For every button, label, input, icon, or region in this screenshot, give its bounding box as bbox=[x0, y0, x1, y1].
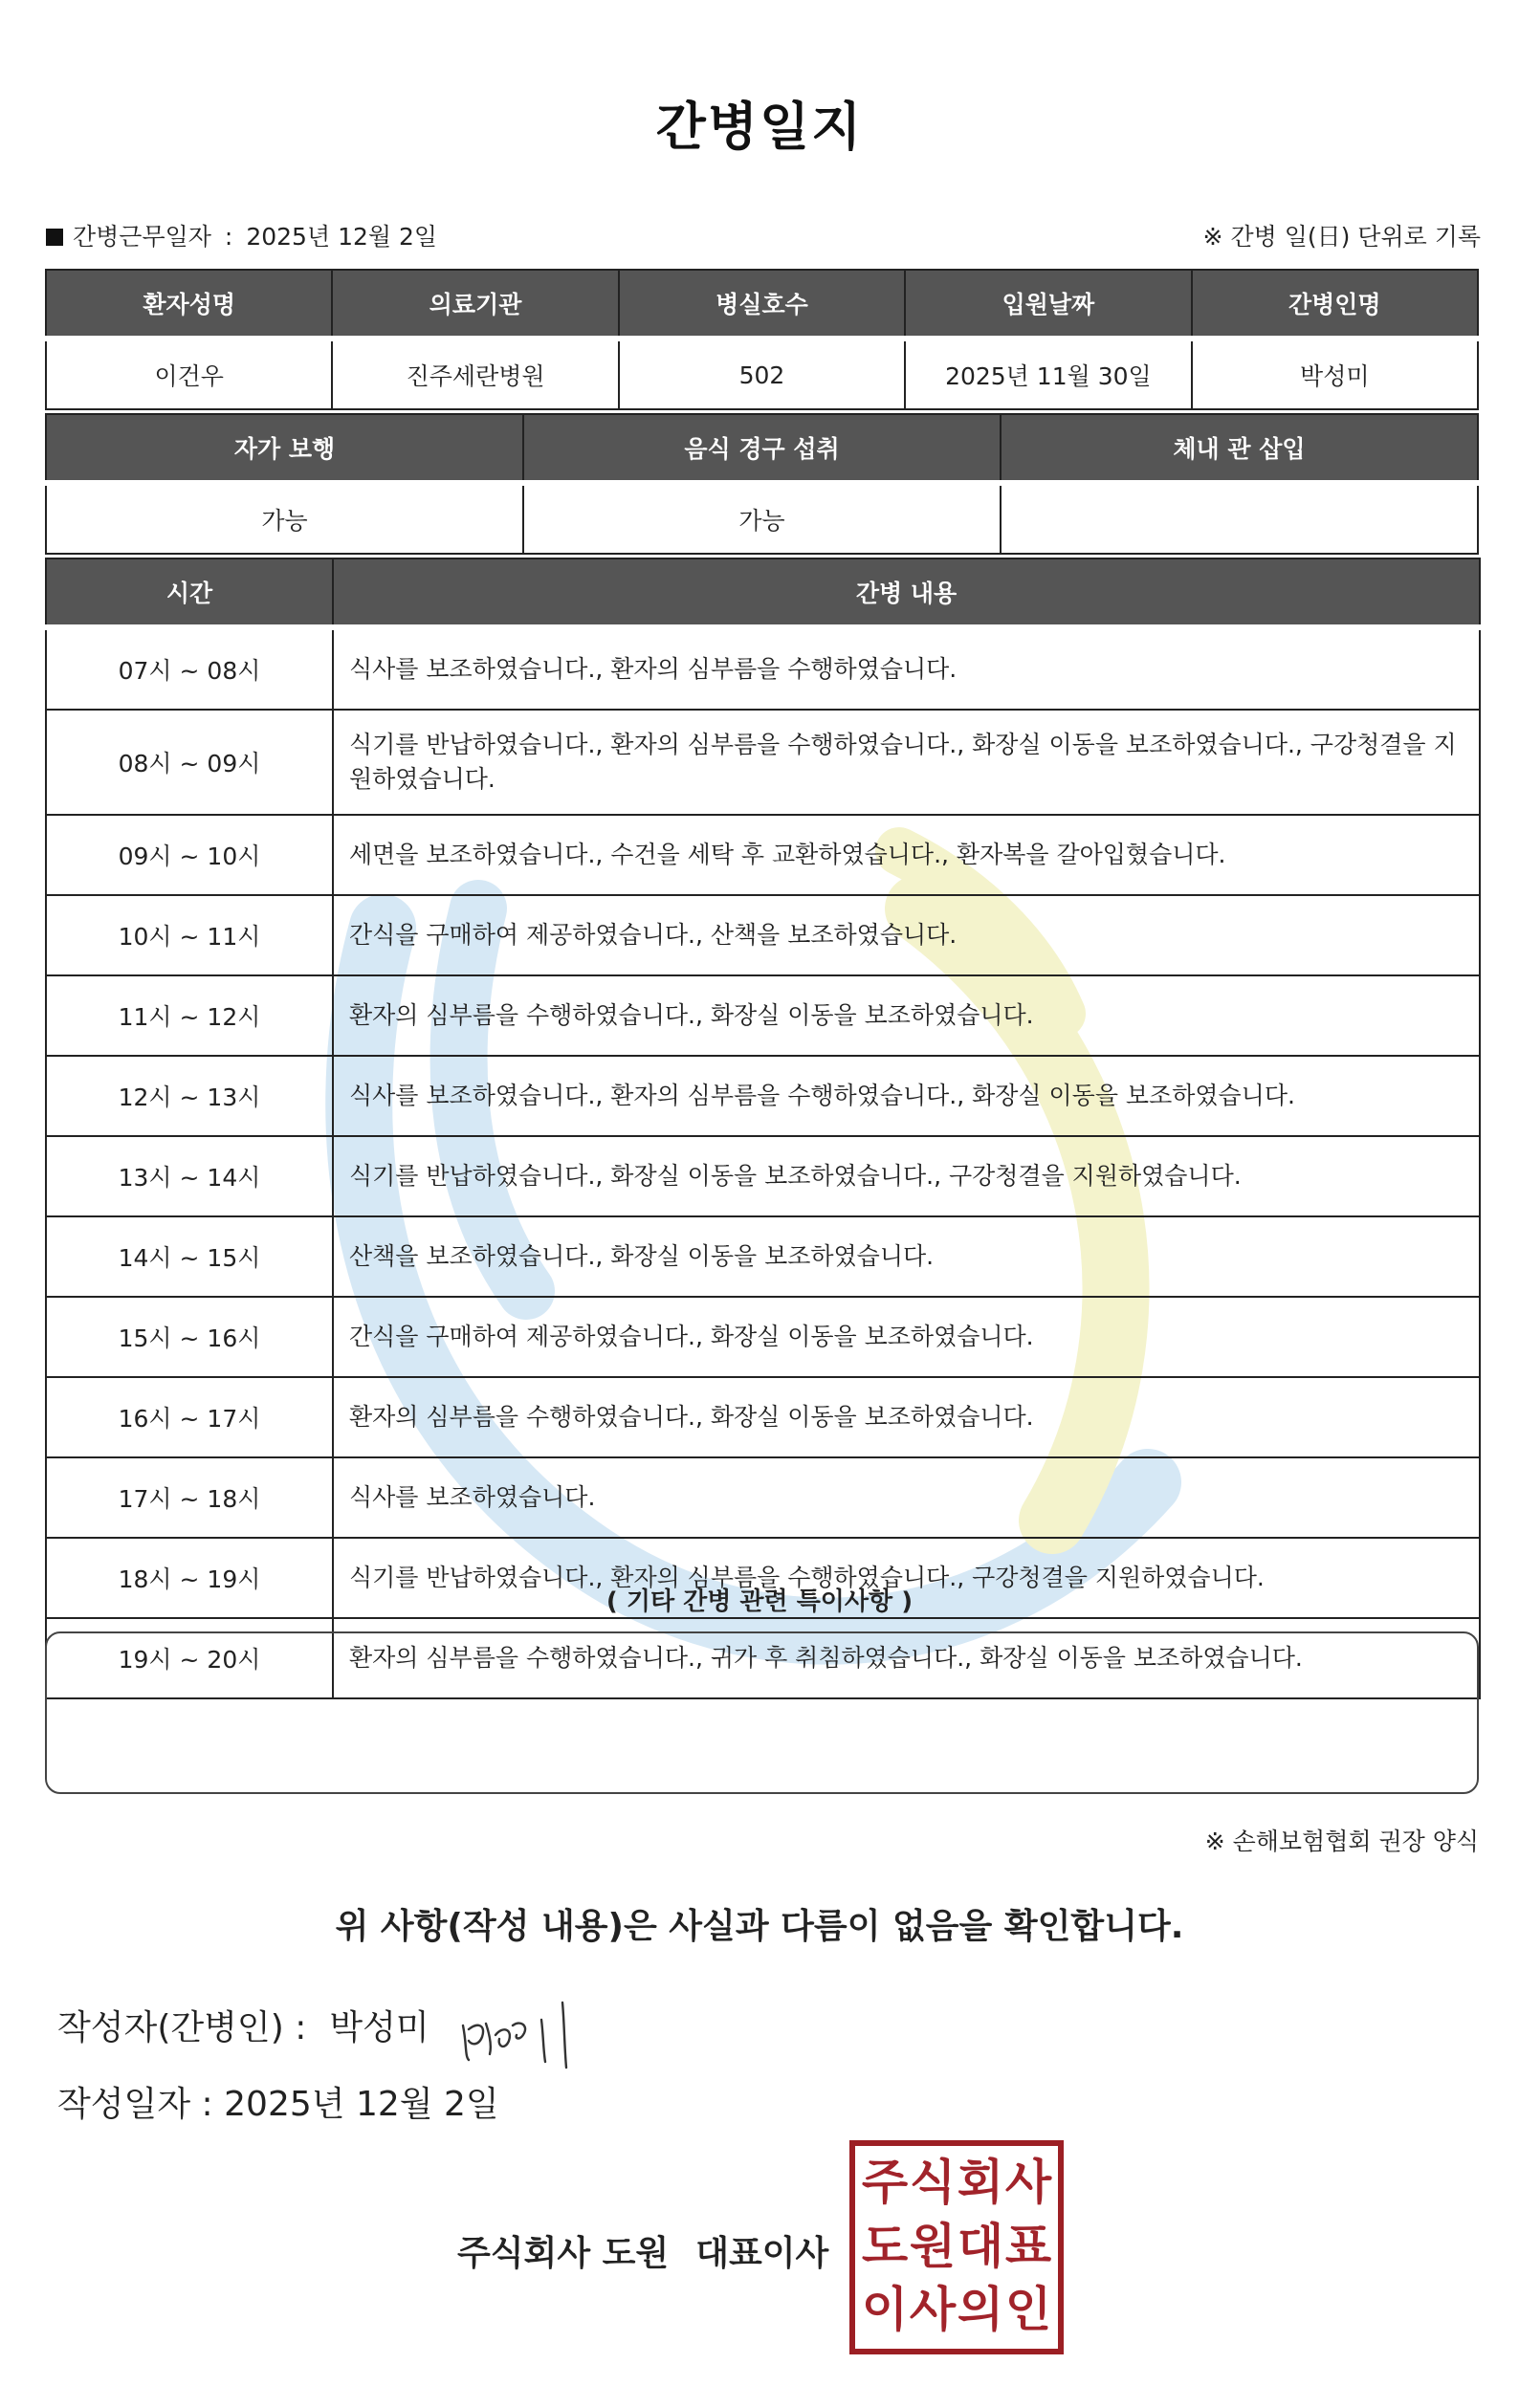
table-row bbox=[46, 1216, 1480, 1297]
content-cell: 세면을 보조하였습니다., 수건을 세탁 후 교환하였습니다., 환자복을 갈아입혔습니다. bbox=[333, 815, 1480, 895]
time-cell: 16시 ~ 17시 bbox=[46, 1377, 333, 1457]
header-tube-insertion: 체내 관 삽입 bbox=[1001, 414, 1478, 483]
seal-char: 주 bbox=[861, 2155, 909, 2210]
seal-char: 표 bbox=[1004, 2218, 1052, 2274]
content-cell: 식사를 보조하였습니다., 환자의 심부름을 수행하였습니다., 화장실 이동을 보조하였습니다. bbox=[333, 1056, 1480, 1136]
header-room: 병실호수 bbox=[619, 270, 905, 339]
time-cell: 10시 ~ 11시 bbox=[46, 895, 333, 975]
patient-status-table bbox=[45, 413, 1479, 555]
time-cell: 19시 ~ 20시 bbox=[46, 1618, 333, 1698]
content-cell: 식기를 반납하였습니다., 화장실 이동을 보조하였습니다., 구강청결을 지원하였습니다. bbox=[333, 1136, 1480, 1216]
time-cell: 09시 ~ 10시 bbox=[46, 815, 333, 895]
header-caregiver: 간병인명 bbox=[1192, 270, 1478, 339]
confirmation-statement: 위 사항(작성 내용)은 사실과 다름이 없음을 확인합니다. bbox=[335, 1907, 1184, 1946]
time-cell: 08시 ~ 09시 bbox=[46, 710, 333, 815]
content-cell: 산책을 보조하였습니다., 화장실 이동을 보조하였습니다. bbox=[333, 1216, 1480, 1297]
seal-char: 사 bbox=[909, 2282, 957, 2338]
seal-characters bbox=[861, 2152, 1052, 2343]
oral-intake-value: 가능 bbox=[523, 483, 1001, 554]
room-number: 502 bbox=[619, 339, 905, 409]
care-log-table bbox=[45, 558, 1481, 1699]
table-row bbox=[46, 1136, 1480, 1216]
header-time: 시간 bbox=[46, 558, 333, 627]
company-line bbox=[457, 2226, 828, 2275]
record-unit-note: ※ 간병 일(日) 단위로 기록 bbox=[1202, 223, 1481, 251]
header-self-walking: 자가 보행 bbox=[46, 414, 523, 483]
work-date-line bbox=[46, 218, 437, 252]
company-seal-stamp bbox=[849, 2140, 1064, 2354]
content-cell: 환자의 심부름을 수행하였습니다., 화장실 이동을 보조하였습니다. bbox=[333, 975, 1480, 1056]
colon: : bbox=[224, 223, 233, 251]
content-cell: 간식을 구매하여 제공하였습니다., 화장실 이동을 보조하였습니다. bbox=[333, 1297, 1480, 1377]
table-row bbox=[46, 1457, 1480, 1538]
admission-date: 2025년 11월 30일 bbox=[905, 339, 1191, 409]
content-cell: 식기를 반납하였습니다., 환자의 심부름을 수행하였습니다., 화장실 이동을 보조하였습니다., 구강청결을 지원하였습니다. bbox=[333, 710, 1480, 815]
content-cell: 식사를 보조하였습니다., 환자의 심부름을 수행하였습니다. bbox=[333, 627, 1480, 710]
table-row bbox=[46, 1297, 1480, 1377]
table-row bbox=[46, 815, 1480, 895]
patient-name: 이건우 bbox=[46, 339, 332, 409]
content-cell: 식사를 보조하였습니다. bbox=[333, 1457, 1480, 1538]
seal-char: 인 bbox=[1004, 2282, 1052, 2338]
writer-line bbox=[57, 2001, 429, 2049]
company-name: 주식회사 도원 bbox=[457, 2234, 670, 2273]
content-cell: 환자의 심부름을 수행하였습니다., 귀가 후 취침하였습니다., 화장실 이동을 보조하였습니다. bbox=[333, 1618, 1480, 1698]
header-oral-intake: 음식 경구 섭취 bbox=[523, 414, 1001, 483]
status-header-row bbox=[46, 414, 1478, 483]
content-cell: 간식을 구매하여 제공하였습니다., 산책을 보조하였습니다. bbox=[333, 895, 1480, 975]
header-patient-name: 환자성명 bbox=[46, 270, 332, 339]
self-walking-value: 가능 bbox=[46, 483, 523, 554]
seal-char: 이 bbox=[861, 2282, 909, 2338]
page-title: 간병일지 bbox=[655, 97, 864, 157]
table-row bbox=[46, 1056, 1480, 1136]
header-hospital: 의료기관 bbox=[332, 270, 618, 339]
header-care-content: 간병 내용 bbox=[333, 558, 1480, 627]
written-date-value: 2025년 12월 2일 bbox=[224, 2085, 499, 2124]
seal-char: 의 bbox=[957, 2282, 1004, 2338]
time-cell: 07시 ~ 08시 bbox=[46, 627, 333, 710]
table-row bbox=[46, 895, 1480, 975]
care-log-header-row bbox=[46, 558, 1480, 627]
work-date-label: 간병근무일자 bbox=[73, 223, 211, 251]
writer-label: 작성자(간병인) : bbox=[57, 2008, 307, 2047]
seal-char: 대 bbox=[957, 2218, 1004, 2274]
patient-header-row bbox=[46, 270, 1478, 339]
seal-char: 회 bbox=[957, 2155, 1004, 2210]
seal-char: 사 bbox=[1004, 2155, 1052, 2210]
handwritten-signature bbox=[457, 1997, 601, 2069]
table-row bbox=[46, 975, 1480, 1056]
time-cell: 18시 ~ 19시 bbox=[46, 1538, 333, 1618]
form-source-note: ※ 손해보험협회 권장 양식 bbox=[1204, 1828, 1479, 1855]
table-row bbox=[46, 710, 1480, 815]
seal-char: 원 bbox=[909, 2218, 957, 2274]
square-bullet-icon bbox=[46, 229, 63, 246]
time-cell: 13시 ~ 14시 bbox=[46, 1136, 333, 1216]
patient-info-table bbox=[45, 269, 1479, 410]
content-cell: 환자의 심부름을 수행하였습니다., 화장실 이동을 보조하였습니다. bbox=[333, 1377, 1480, 1457]
caregiver-name: 박성미 bbox=[1192, 339, 1478, 409]
special-notes-title: ( 기타 간병 관련 특이사항 ) bbox=[605, 1587, 914, 1616]
written-date-label: 작성일자 : bbox=[57, 2085, 213, 2124]
time-cell: 12시 ~ 13시 bbox=[46, 1056, 333, 1136]
work-date-value: 2025년 12월 2일 bbox=[246, 223, 438, 251]
hospital-name: 진주세란병원 bbox=[332, 339, 618, 409]
status-value-row bbox=[46, 483, 1478, 554]
time-cell: 11시 ~ 12시 bbox=[46, 975, 333, 1056]
written-date-line bbox=[57, 2077, 499, 2126]
time-cell: 14시 ~ 15시 bbox=[46, 1216, 333, 1297]
time-cell: 15시 ~ 16시 bbox=[46, 1297, 333, 1377]
patient-value-row bbox=[46, 339, 1478, 409]
time-cell: 17시 ~ 18시 bbox=[46, 1457, 333, 1538]
table-row bbox=[46, 1377, 1480, 1457]
table-row bbox=[46, 627, 1480, 710]
special-notes-box bbox=[45, 1631, 1479, 1794]
representative-title: 대표이사 bbox=[695, 2234, 829, 2273]
tube-insertion-value bbox=[1001, 483, 1478, 554]
seal-char: 식 bbox=[909, 2155, 957, 2210]
content-cell: 식기를 반납하였습니다., 환자의 심부름을 수행하였습니다., 구강청결을 지원하였습니다. bbox=[333, 1538, 1480, 1618]
header-admission-date: 입원날짜 bbox=[905, 270, 1191, 339]
writer-name: 박성미 bbox=[329, 2008, 429, 2047]
seal-char: 도 bbox=[861, 2218, 909, 2274]
